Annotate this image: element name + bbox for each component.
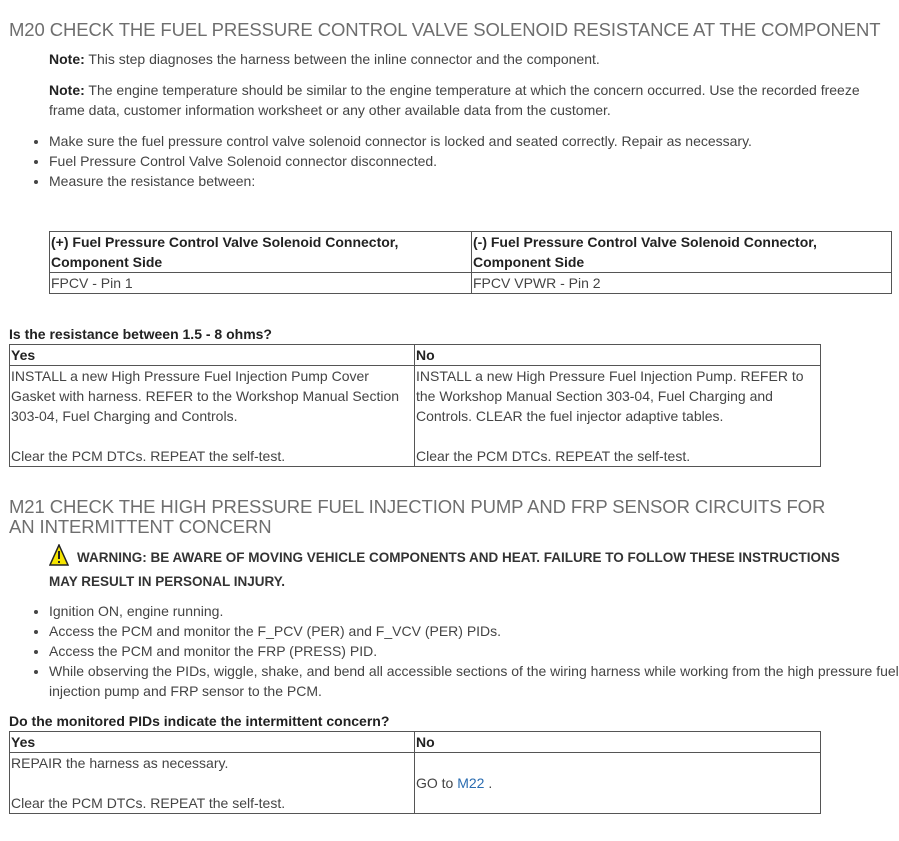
- warning-triangle-icon: [49, 544, 69, 564]
- no-followup: Clear the PCM DTCs. REPEAT the self-test.: [416, 448, 691, 464]
- table-row: [50, 273, 892, 294]
- yes-header: Yes: [10, 732, 415, 753]
- list-item: • Access the PCM and monitor the F_PCV (PER) and F_VCV (PER) PIDs.: [49, 621, 899, 641]
- m20-measure-table: [49, 231, 892, 294]
- table-row: [10, 366, 821, 467]
- warning-text: WARNING: BE AWARE OF MOVING VEHICLE COMPONENTS AND HEAT. FAILURE TO FOLLOW THESE INSTRUCTIONS MAY RESULT IN PERSONAL INJURY.: [49, 550, 840, 589]
- list-item: • Measure the resistance between:: [49, 171, 899, 191]
- m22-link[interactable]: M22: [457, 775, 485, 791]
- table-cell: FPCV VPWR - Pin 2: [472, 273, 892, 294]
- m20-bullet-list: [30, 131, 899, 191]
- table-row: [10, 345, 821, 366]
- no-instruction: INSTALL a new High Pressure Fuel Injection Pump. REFER to the Workshop Manual Section 303-04, Fuel Charging and Controls. CLEAR the fuel injector adaptive tables.: [416, 368, 804, 424]
- note-text: This step diagnoses the harness between the inline connector and the component.: [84, 51, 600, 67]
- yes-instruction: REPAIR the harness as necessary.: [11, 755, 229, 771]
- go-to-prefix: GO to: [416, 775, 458, 791]
- no-cell: [415, 366, 821, 467]
- go-to-suffix: .: [484, 775, 493, 791]
- yes-followup: Clear the PCM DTCs. REPEAT the self-test.: [11, 448, 286, 464]
- m20-heading: M20 CHECK THE FUEL PRESSURE CONTROL VALVE SOLENOID RESISTANCE AT THE COMPONENT: [9, 19, 881, 40]
- note-label: Note:: [49, 51, 85, 67]
- list-item: • Make sure the fuel pressure control valve solenoid connector is locked and seated correctly. Repair as necessary.: [49, 131, 899, 151]
- no-header: No: [415, 345, 821, 366]
- table-header: (+) Fuel Pressure Control Valve Solenoid Connector, Component Side: [50, 232, 472, 273]
- table-row: [50, 232, 892, 273]
- list-item: • Access the PCM and monitor the FRP (PRESS) PID.: [49, 641, 899, 661]
- no-cell: [415, 753, 821, 814]
- yes-cell: [10, 753, 415, 814]
- m21-answer-table: [9, 731, 821, 814]
- table-header: (-) Fuel Pressure Control Valve Solenoid Connector, Component Side: [472, 232, 892, 273]
- m21-heading: M21 CHECK THE HIGH PRESSURE FUEL INJECTION PUMP AND FRP SENSOR CIRCUITS FOR AN INTERMITTENT CONCERN: [9, 496, 826, 537]
- yes-followup: Clear the PCM DTCs. REPEAT the self-test.: [11, 795, 286, 811]
- no-header: No: [415, 732, 821, 753]
- m21-question: Do the monitored PIDs indicate the intermittent concern?: [9, 713, 390, 729]
- list-item: • Ignition ON, engine running.: [49, 601, 899, 621]
- table-row: [10, 732, 821, 753]
- m21-warning: [49, 544, 869, 594]
- yes-cell: [10, 366, 415, 467]
- m20-note-2: [49, 80, 879, 120]
- m20-question: Is the resistance between 1.5 - 8 ohms?: [9, 326, 272, 342]
- yes-instruction: INSTALL a new High Pressure Fuel Injection Pump Cover Gasket with harness. REFER to the Workshop Manual Section 303-04, Fuel Charging and Controls.: [11, 368, 400, 424]
- list-item: • While observing the PIDs, wiggle, shake, and bend all accessible sections of the wiring harness while working from the high pressure fuel injection pump and FRP sensor to the PCM.: [49, 661, 899, 701]
- yes-header: Yes: [10, 345, 415, 366]
- table-row: [10, 753, 821, 814]
- note-text: The engine temperature should be similar to the engine temperature at which the concern occurred. Use the recorded freeze frame data, customer information worksheet or any other available data from the customer.: [49, 82, 860, 118]
- list-item: • Fuel Pressure Control Valve Solenoid connector disconnected.: [49, 151, 899, 171]
- table-cell: FPCV - Pin 1: [50, 273, 472, 294]
- m21-bullet-list: [30, 601, 899, 701]
- m20-answer-table: [9, 344, 821, 467]
- m20-note-1: [49, 49, 879, 69]
- note-label: Note:: [49, 82, 85, 98]
